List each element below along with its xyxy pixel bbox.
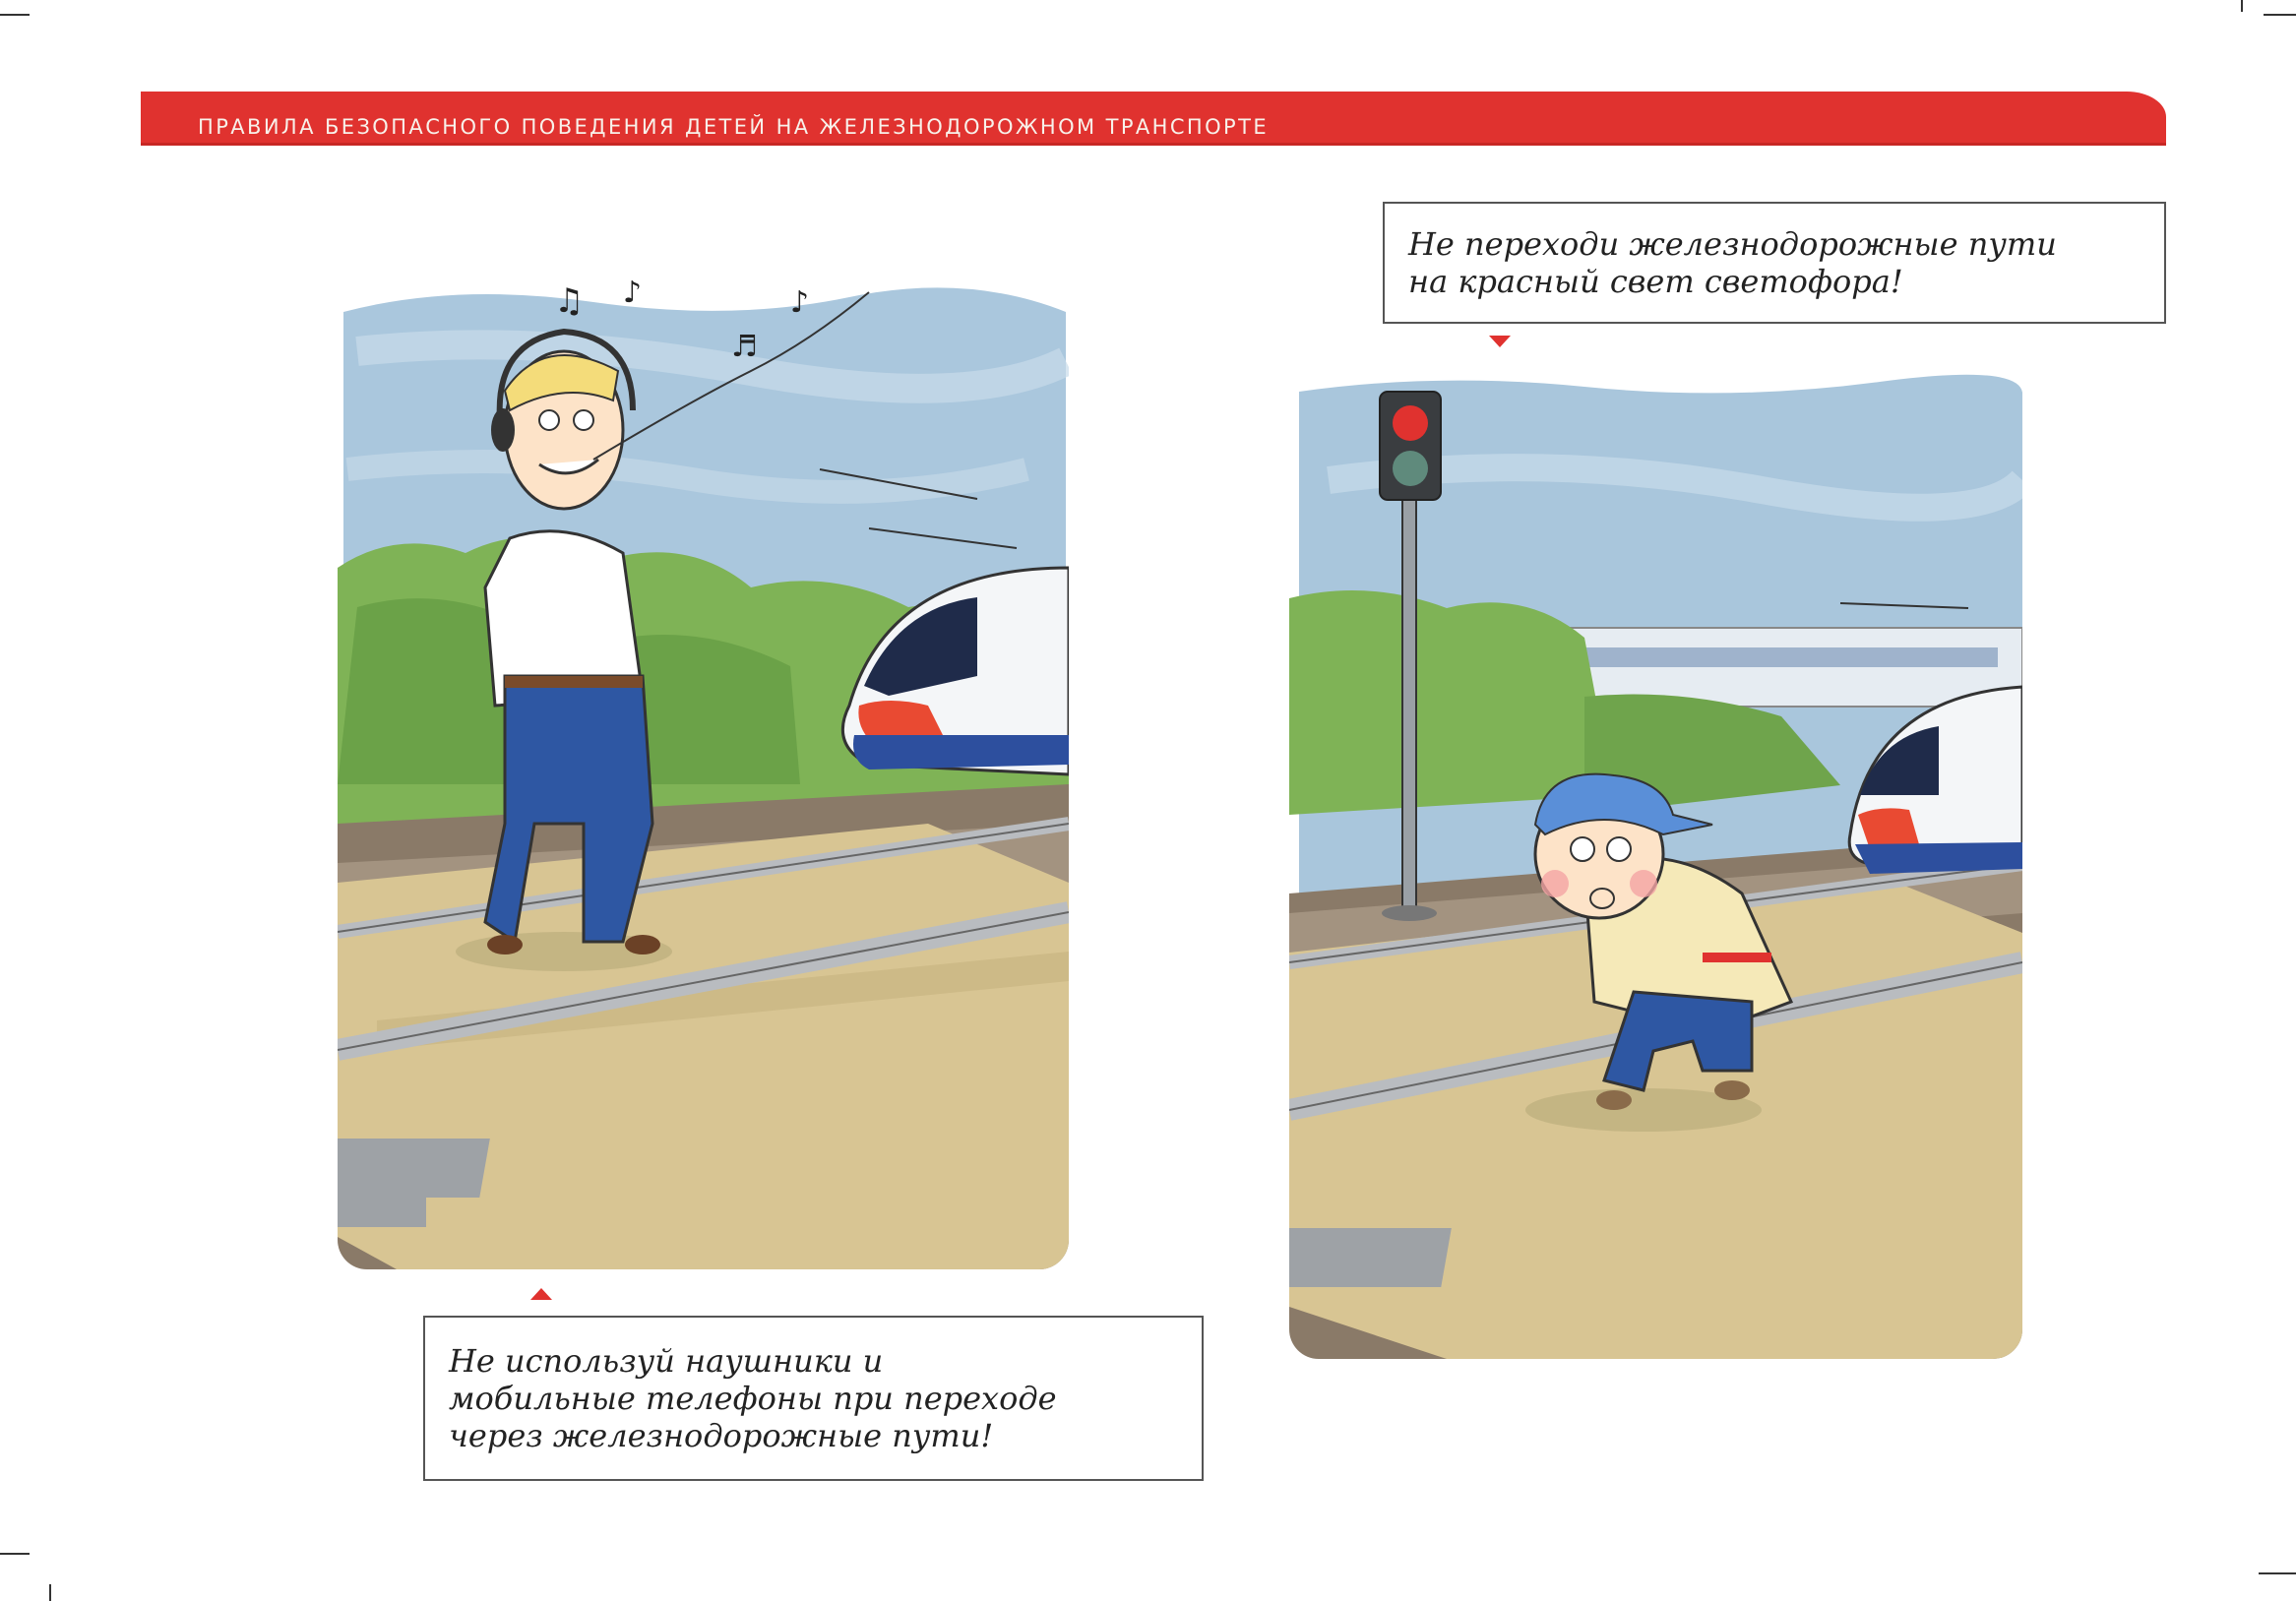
crop-mark <box>2264 14 2296 16</box>
headphones-scene <box>338 273 1069 1269</box>
caption-pointer <box>1489 336 1511 347</box>
illustration-headphones <box>338 273 1069 1269</box>
crop-mark <box>0 1553 30 1555</box>
crop-mark <box>0 14 30 16</box>
crop-mark <box>2241 0 2243 12</box>
caption-line: Не переходи железнодорожные пути <box>1408 225 2057 263</box>
caption-traffic-light <box>1383 202 2166 324</box>
header-bar <box>141 92 2166 146</box>
crop-mark <box>49 1584 51 1601</box>
caption-line: мобильные телефоны при переходе <box>449 1380 1057 1417</box>
header-title: ПРАВИЛА БЕЗОПАСНОГО ПОВЕДЕНИЯ ДЕТЕЙ НА ЖЕЛЕЗНОДОРОЖНОМ ТРАНСПОРТЕ <box>198 115 1269 139</box>
caption-headphones <box>423 1316 1204 1481</box>
caption-line: на красный свет светофора! <box>1408 263 1903 300</box>
caption-line: Не используй наушники и <box>449 1342 884 1380</box>
svg-text:♪: ♪ <box>790 285 810 320</box>
svg-text:♫: ♫ <box>554 281 585 321</box>
caption-line: через железнодорожные пути! <box>449 1417 994 1454</box>
svg-text:♬: ♬ <box>731 330 758 364</box>
crop-mark <box>2259 1572 2296 1574</box>
illustration-traffic-light <box>1289 362 2022 1359</box>
traffic-light-scene <box>1289 362 2022 1359</box>
svg-text:♪: ♪ <box>623 276 643 310</box>
caption-pointer <box>530 1288 552 1300</box>
